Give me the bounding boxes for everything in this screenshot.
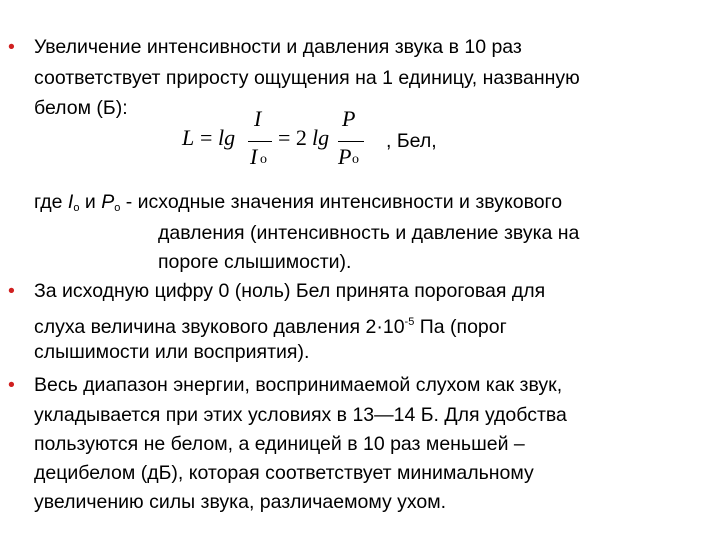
formula-lg2: lg <box>312 125 330 150</box>
text-line: пороге слышимости). <box>158 251 352 273</box>
text-line: децибелом (дБ), которая соответствует минимальному <box>34 462 534 484</box>
formula-den-sub: o <box>352 152 359 167</box>
text-line: давления (интенсивность и давление звука на <box>158 222 580 244</box>
bullet-marker: • <box>8 280 15 302</box>
formula-num-P: P <box>342 106 356 131</box>
formula-eq2: = 2 <box>278 125 307 150</box>
formula-lg: lg <box>218 125 236 150</box>
text-line: Увеличение интенсивности и давления звука в 10 раз <box>34 36 522 58</box>
formula-den-I: I <box>250 144 258 169</box>
text-line: слуха величина звукового давления $2\cdot 10^{-5}$ Па (порог <box>34 316 507 338</box>
formula-den-sub: o <box>260 152 267 167</box>
text-line: слышимости или восприятия). <box>34 341 310 363</box>
text-line: пользуются не белом, а единицей в 10 раз меньшей – <box>34 433 525 455</box>
formula-eq: = <box>200 125 213 150</box>
formula-unit: , Бел, <box>386 130 437 152</box>
text-line: укладывается при этих условиях в 13—14 Б. Для удобства <box>34 404 567 426</box>
bullet-marker: • <box>8 374 15 396</box>
formula <box>182 106 372 172</box>
fraction-bar <box>338 141 364 142</box>
formula-num-I: I <box>254 106 262 131</box>
text-line: белом (Б): <box>34 97 128 119</box>
fraction-bar <box>248 141 272 142</box>
formula-L: L <box>182 125 195 150</box>
bullet-marker: • <box>8 36 15 58</box>
formula-den-P: P <box>338 144 352 169</box>
text-line: Весь диапазон энергии, воспринимаемой слухом как звук, <box>34 374 563 396</box>
text-line: где $I_o$ и $P_o$ - исходные значения интенсивности и звукового <box>34 191 563 214</box>
text-line: соответствует приросту ощущения на 1 единицу, названную <box>34 67 580 89</box>
text-line: увеличению силы звука, различаемому ухом. <box>34 491 447 513</box>
text-line: За исходную цифру 0 (ноль) Бел принята пороговая для <box>34 280 546 302</box>
